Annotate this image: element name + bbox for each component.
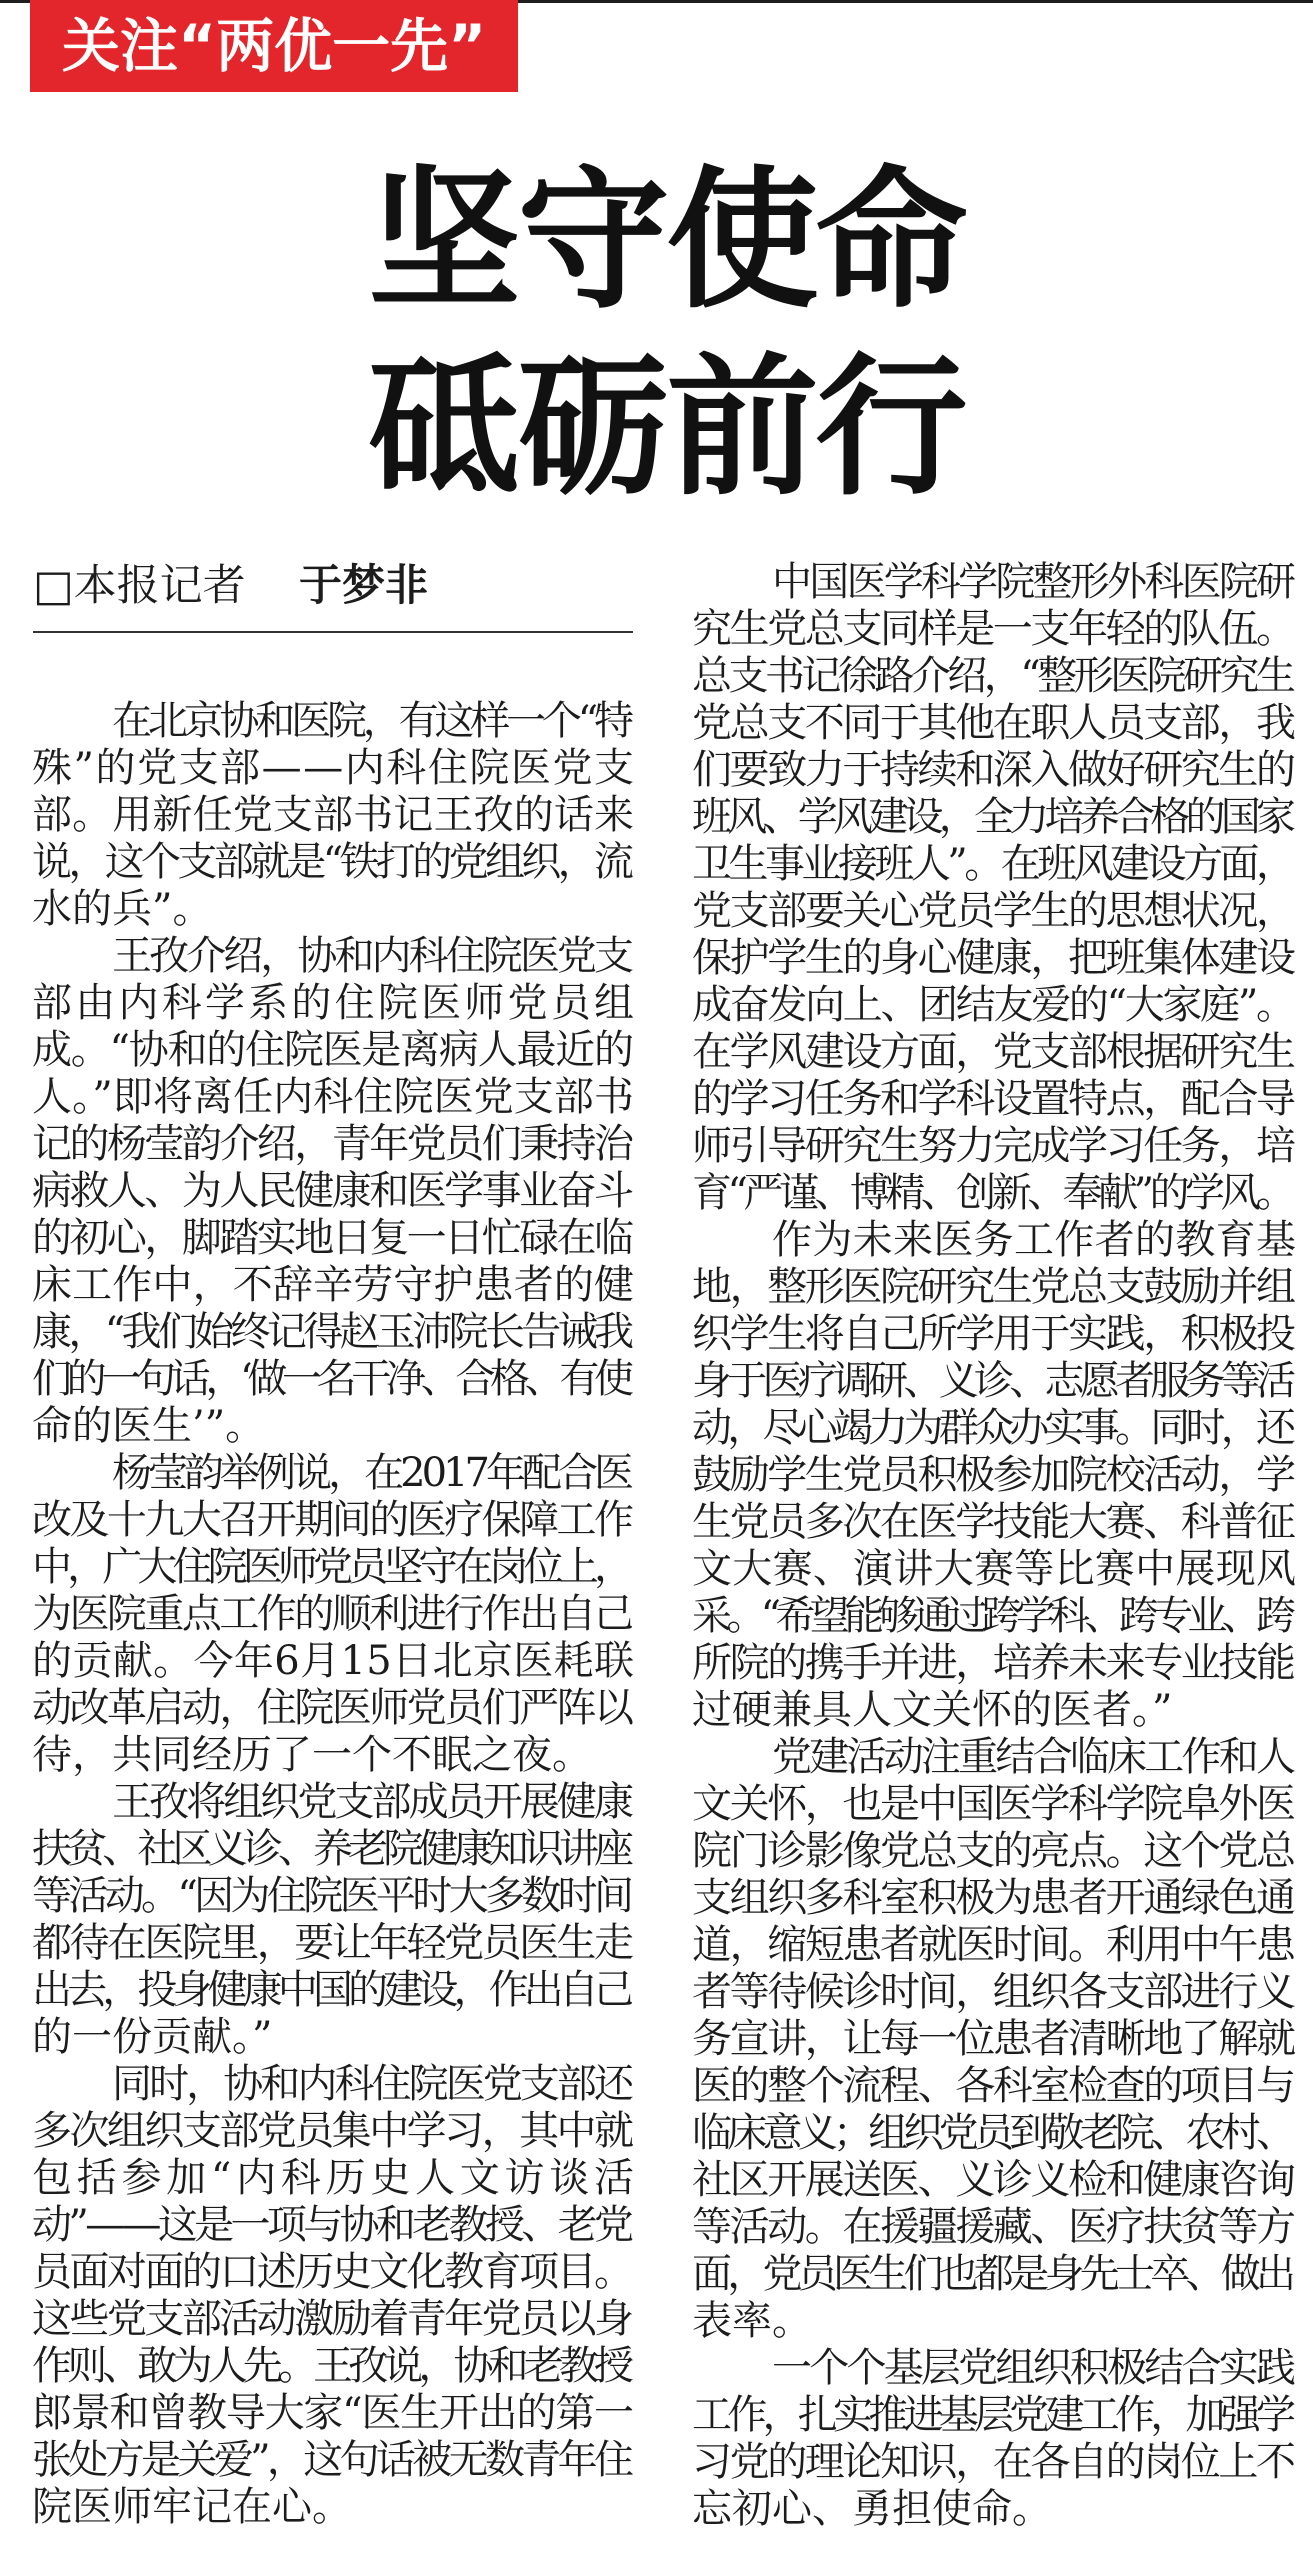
paragraph-line: 作为未来医务工作者的教育基 <box>772 1217 1297 1263</box>
paragraph-line: 动改革启动，住院医师党员们严阵以 <box>32 1685 632 1731</box>
headline-line: 砥砺前行 <box>368 339 965 516</box>
paragraph-line: 医的整个流程、各科室检查的项目与 <box>692 2063 1294 2109</box>
paragraph-line: 育“严谨、博精、创新、奉献”的学风。 <box>692 1170 1292 1216</box>
paragraph-line: 习党的理论知识，在各自的岗位上不 <box>692 2439 1294 2485</box>
paragraph-line: 的贡献。今年6月15日北京医耗联 <box>32 1638 635 1684</box>
paragraph-line: 临床意义；组织党员到敬老院、农村、 <box>692 2110 1292 2156</box>
paragraph-line: 张处方是关爱”，这句话被无数青年住 <box>32 2437 631 2483</box>
right-column <box>692 559 1296 2533</box>
paragraph-line: 总支书记徐路介绍，“整形医院研究生 <box>692 653 1293 699</box>
paragraph-line: 殊”的党支部——内科住院医党支 <box>32 745 636 791</box>
paragraph-line: 党支部要关心党员学生的思想状况， <box>692 888 1294 934</box>
article-paragraph <box>32 698 634 933</box>
paragraph-line: 的学习任务和学科设置特点，配合导 <box>692 1076 1294 1122</box>
paragraph-line: 身于医疗调研、义诊、志愿者服务等活 <box>692 1358 1292 1404</box>
paragraph-line: 中，广大住院医师党员坚守在岗位上， <box>32 1544 630 1590</box>
paragraph-line: 出去，投身健康中国的建设，作出自己 <box>32 1967 630 2013</box>
byline-rule <box>33 631 633 633</box>
paragraph-line: 部由内科学系的住院医师党员组 <box>32 980 638 1026</box>
byline <box>33 556 633 616</box>
paragraph-line: 中国医学科学院整形外科医院研 <box>772 559 1294 605</box>
paragraph-line: 记的杨莹韵介绍，青年党员们秉持治 <box>32 1121 632 1167</box>
paragraph-line: 这些党支部活动激励着青年党员以身 <box>32 2296 632 2342</box>
paragraph-line: 为医院重点工作的顺利进行作出自己 <box>32 1591 632 1637</box>
paragraph-line: 们的一句话，‘做一名干净、合格、有使 <box>32 1356 629 1402</box>
paragraph-line: 者等待候诊时间，组织各支部进行义 <box>692 1969 1294 2015</box>
article-paragraph <box>692 1734 1296 2345</box>
article-paragraph <box>32 1779 634 2061</box>
paragraph-line: 在北京协和医院，有这样一个“特 <box>112 698 630 744</box>
paragraph-line: 班风、学风建设，全力培养合格的国家 <box>692 794 1292 840</box>
paragraph-line: 郎景和曾教导大家“医生开出的第一 <box>32 2390 633 2436</box>
paragraph-line: 部。用新任党支部书记王孜的话来 <box>32 792 635 838</box>
paragraph-line: 面，党员医生们也都是身先士卒、做出 <box>692 2251 1292 2297</box>
paragraph-line: 鼓励学生党员积极参加院校活动，学 <box>692 1452 1294 1498</box>
paragraph-line: 待，共同经历了一个不眠之夜。 <box>32 1732 592 1778</box>
paragraph-line: 生党员多次在医学技能大赛、科普征 <box>692 1499 1294 1545</box>
paragraph-line: 成奋发向上、团结友爱的“大家庭”。 <box>692 982 1294 1028</box>
paragraph-line: 病救人、为人民健康和医学事业奋斗 <box>32 1168 632 1214</box>
paragraph-line: 同时，协和内科住院医党支部还 <box>112 2061 632 2107</box>
paragraph-line: 杨莹韵举例说，在2017年配合医 <box>112 1450 631 1496</box>
paragraph-line: 织学生将自己所学用于实践，积极投 <box>692 1311 1294 1357</box>
paragraph-line: 党建活动注重结合临床工作和人 <box>772 1734 1294 1780</box>
paragraph-line: 卫生事业接班人”。在班风建设方面， <box>692 841 1293 887</box>
paragraph-line: 采。“希望能够通过跨学科、跨专业、跨 <box>692 1593 1291 1639</box>
paragraph-line: 动”——这是一项与协和老教授、老党 <box>32 2202 631 2248</box>
paragraph-line: 命的医生’”。 <box>32 1403 266 1449</box>
paragraph-line: 社区开展送医、义诊义检和健康咨询 <box>692 2157 1294 2203</box>
paragraph-line: 员面对面的口述历史文化教育项目。 <box>32 2249 632 2295</box>
paragraph-line: 包括参加“内科历史人文访谈活 <box>32 2155 639 2201</box>
paragraph-line: 人。”即将离任内科住院医党支部书 <box>32 1074 635 1120</box>
paragraph-line: 忘初心、勇担使命。 <box>692 2486 1052 2532</box>
paragraph-line: 成。“协和的住院医是离病人最近的 <box>32 1027 633 1073</box>
paragraph-line: 表率。 <box>692 2298 812 2344</box>
paragraph-line: 说，这个支部就是“铁打的党组织，流 <box>32 839 631 885</box>
paragraph-line: 们要致力于持续和深入做好研究生的 <box>692 747 1294 793</box>
paragraph-line: 床工作中，不辞辛劳守护患者的健 <box>32 1262 635 1308</box>
paragraph-line: 动，尽心竭力为群众办实事。同时，还 <box>692 1405 1292 1451</box>
paragraph-line: 所院的携手并进，培养未来专业技能 <box>692 1640 1294 1686</box>
headline <box>20 147 1313 521</box>
paragraph-line: 康，“我们始终记得赵玉沛院长告诫我 <box>32 1309 631 1355</box>
byline-author: 于梦非 <box>299 561 428 611</box>
paragraph-line: 一个个基层党组织积极结合实践 <box>772 2345 1294 2391</box>
article-paragraph <box>692 559 1296 1217</box>
article-paragraph <box>692 1217 1296 1734</box>
paragraph-line: 党总支不同于其他在职人员支部，我 <box>692 700 1294 746</box>
paragraph-line: 支组织多科室积极为患者开通绿色通 <box>692 1875 1294 1921</box>
article-paragraph <box>32 2061 639 2531</box>
paragraph-line: 都待在医院里，要让年轻党员医生走 <box>32 1920 632 1966</box>
article-paragraph <box>32 933 638 1450</box>
headline-line: 坚守使命 <box>368 152 965 329</box>
paragraph-line: 过硬兼具人文关怀的医者。” <box>692 1687 1173 1733</box>
paragraph-line: 等活动。“因为住院医平时大多数时间 <box>32 1873 631 1919</box>
paragraph-line: 保护学生的身心健康，把班集体建设 <box>692 935 1294 981</box>
paragraph-line: 院医师牢记在心。 <box>32 2484 352 2530</box>
paragraph-line: 工作，扎实推进基层党建工作，加强学 <box>692 2392 1292 2438</box>
paragraph-line: 扶贫、社区义诊、养老院健康知识讲座 <box>32 1826 630 1872</box>
paragraph-line: 文大赛、演讲大赛等比赛中展现风 <box>692 1546 1297 1592</box>
section-tag: 关注“两优一先” <box>30 0 518 92</box>
paragraph-line: 道，缩短患者就医时间。利用中午患 <box>692 1922 1294 1968</box>
paragraph-line: 等活动。在援疆援藏、医疗扶贫等方 <box>692 2204 1294 2250</box>
paragraph-line: 师引导研究生努力完成学习任务，培 <box>692 1123 1294 1169</box>
paragraph-line: 作则、敢为人先。王孜说，协和老教授 <box>32 2343 630 2389</box>
article-paragraph <box>32 1450 634 1779</box>
paragraph-line: 水的兵”。 <box>32 886 213 932</box>
paragraph-line: 改及十九大召开期间的医疗保障工作 <box>32 1497 632 1543</box>
paragraph-line: 文关怀，也是中国医学科学院阜外医 <box>692 1781 1294 1827</box>
article-paragraph <box>692 2345 1296 2533</box>
paragraph-line: 务宣讲，让每一位患者清晰地了解就 <box>692 2016 1294 2062</box>
left-column <box>32 698 639 2531</box>
paragraph-line: 的一份贡献。” <box>32 2014 273 2060</box>
paragraph-line: 的初心，脚踏实地日复一日忙碌在临 <box>32 1215 632 1261</box>
paragraph-line: 院门诊影像党总支的亮点。这个党总 <box>692 1828 1294 1874</box>
byline-label: □本报记者 <box>33 561 246 611</box>
paragraph-line: 在学风建设方面，党支部根据研究生 <box>692 1029 1294 1075</box>
paragraph-line: 王孜将组织党支部成员开展健康 <box>112 1779 632 1825</box>
paragraph-line: 究生党总支同样是一支年轻的队伍。 <box>692 606 1294 652</box>
paragraph-line: 多次组织支部党员集中学习，其中就 <box>32 2108 632 2154</box>
paragraph-line: 王孜介绍，协和内科住院医党支 <box>112 933 632 979</box>
paragraph-line: 地，整形医院研究生党总支鼓励并组 <box>692 1264 1294 1310</box>
